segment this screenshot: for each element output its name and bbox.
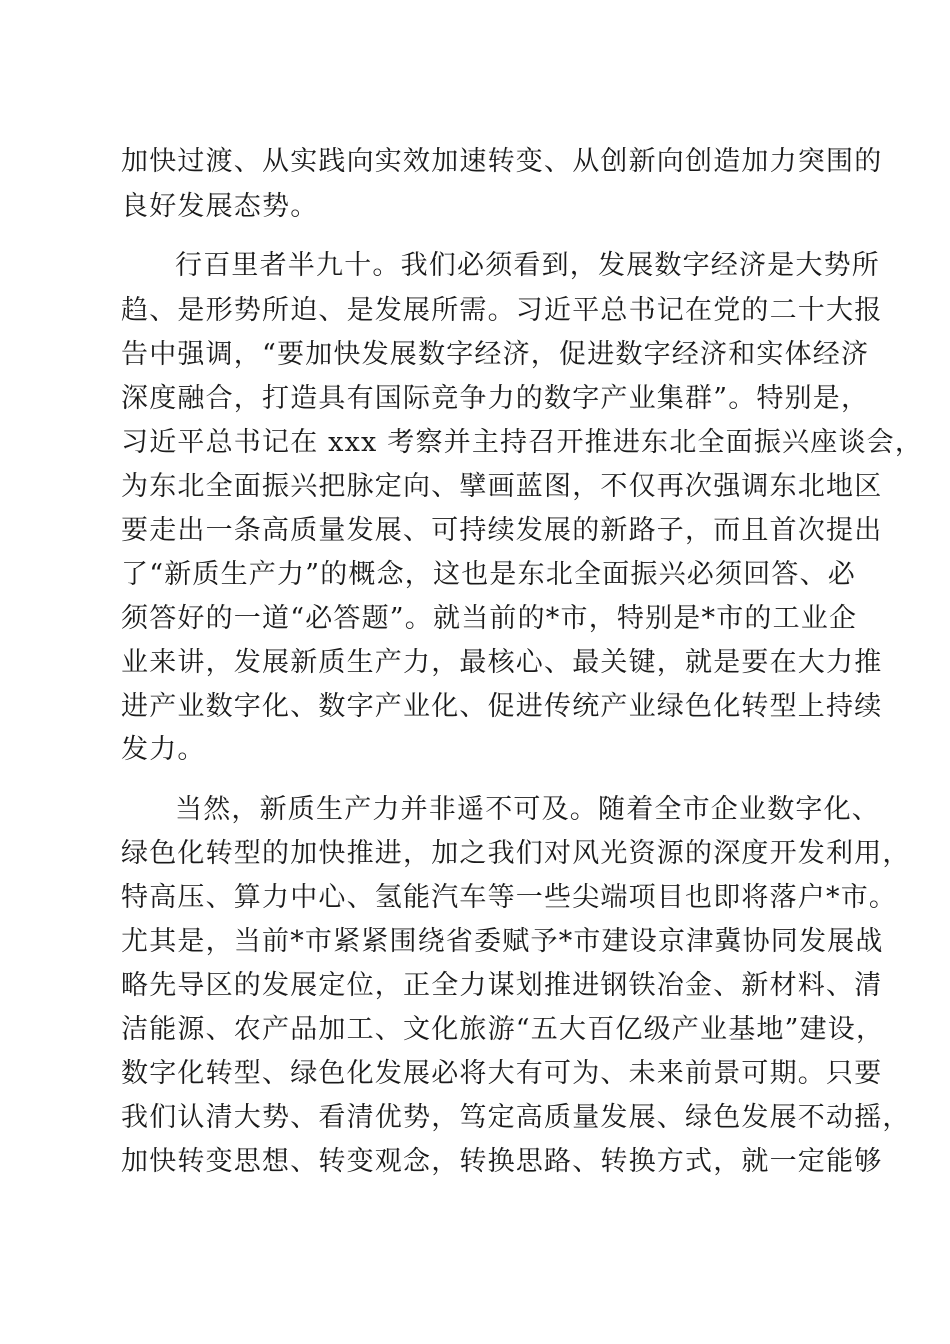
text-line: 加快过渡、从实践向实效加速转变、从创新向创造加力突围的 <box>121 146 883 177</box>
text-line: 绿色化转型的加快推进，加之我们对风光资源的深度开发利用， <box>121 838 911 869</box>
text-line: 加快转变思想、转变观念，转换思路、转换方式，就一定能够 <box>121 1146 883 1177</box>
text-line: 告中强调，“要加快发展数字经济，促进数字经济和实体经济 <box>121 339 870 370</box>
text-line: 趋、是形势所迫、是发展所需。习近平总书记在党的二十大报 <box>121 295 883 326</box>
paragraph-first-line: 当然，新质生产力并非遥不可及。随着全市企业数字化、 <box>175 794 880 825</box>
text-line: 特高压、算力中心、氢能汽车等一些尖端项目也即将落户*市。 <box>121 882 898 913</box>
text-line: 深度融合，打造具有国际竞争力的数字产业集群”。特别是， <box>121 383 870 414</box>
text-line: 要走出一条高质量发展、可持续发展的新路子，而且首次提出 <box>121 515 883 546</box>
text-line: 洁能源、农产品加工、文化旅游“五大百亿级产业基地”建设， <box>121 1014 885 1045</box>
text-line: 良好发展态势。 <box>121 191 319 222</box>
text-line: 为东北全面振兴把脉定向、擘画蓝图，不仅再次强调东北地区 <box>121 471 883 502</box>
text-line: 业来讲，发展新质生产力，最核心、最关键，就是要在大力推 <box>121 647 883 678</box>
text-line: 发力。 <box>121 734 206 765</box>
text-line: 略先导区的发展定位，正全力谋划推进钢铁冶金、新材料、清 <box>121 970 883 1001</box>
text-line: 数字化转型、绿色化发展必将大有可为、未来前景可期。只要 <box>121 1058 883 1089</box>
text-line: 须答好的一道“必答题”。就当前的*市，特别是*市的工业企 <box>121 603 858 634</box>
paragraph-first-line: 行百里者半九十。我们必须看到，发展数字经济是大势所 <box>175 250 880 281</box>
text-line: 了“新质生产力”的概念，这也是东北全面振兴必须回答、必 <box>121 559 857 590</box>
text-line: 尤其是，当前*市紧紧围绕省委赋予*市建设京津冀协同发展战 <box>121 926 884 957</box>
text-line: 我们认清大势、看清优势，笃定高质量发展、绿色发展不动摇， <box>121 1102 911 1133</box>
text-line: 习近平总书记在 xxx 考察并主持召开推进东北全面振兴座谈会， <box>121 427 924 458</box>
text-line: 进产业数字化、数字产业化、促进传统产业绿色化转型上持续 <box>121 691 883 722</box>
